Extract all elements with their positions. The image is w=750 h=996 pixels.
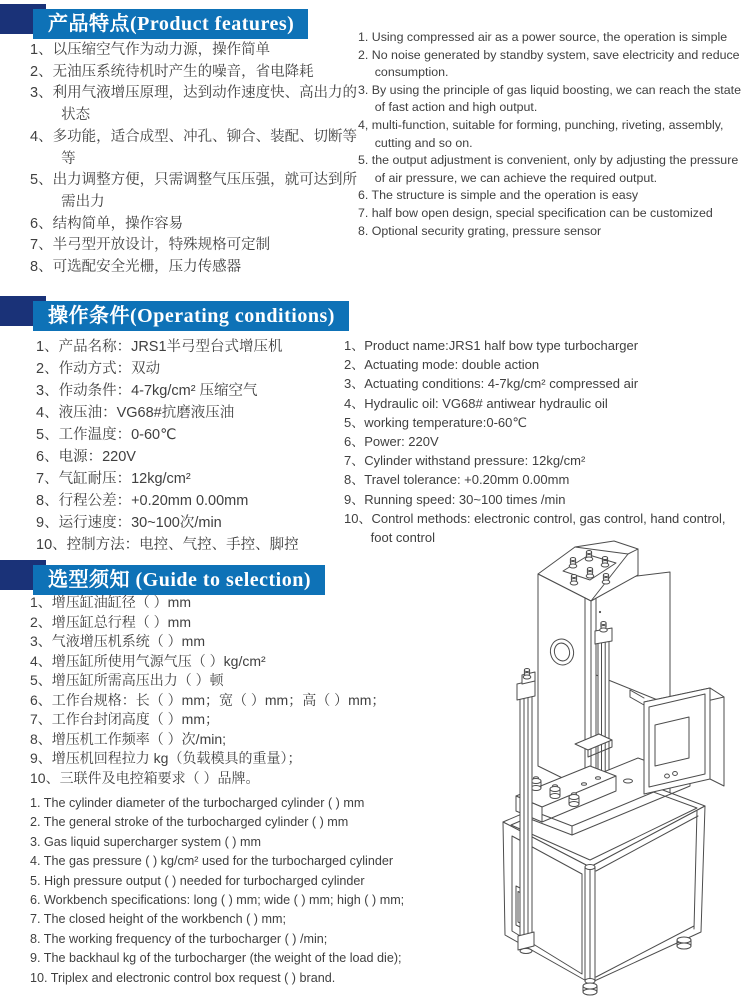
list-item: 3. Gas liquid supercharger system ( ) mm — [30, 834, 261, 849]
list-item: 7、半弓型开放设计，特殊规格可定制 — [30, 237, 271, 254]
list-item: 6. Workbench specifications: long ( ) mm; wide ( ) mm; high ( ) mm; — [30, 893, 405, 908]
list-item: 7、Cylinder withstand pressure: 12kg/cm² — [344, 453, 586, 469]
list-item: 6、Power: 220V — [344, 434, 439, 450]
list-item: 8、行程公差：+0.20mm 0.00mm — [36, 493, 249, 509]
list-item: 5、工作温度：0-60℃ — [36, 427, 177, 443]
section-title-operating-conditions: 操作条件(Operating conditions) — [33, 301, 349, 331]
control-box — [630, 688, 724, 794]
list-item: 3、利用气液增压原理，达到动作速度快、高出力的状态 — [30, 85, 358, 124]
list-item: 6、电源：220V — [36, 449, 136, 465]
list-item: 1. Using compressed air as a power source, the operation is simple — [358, 30, 728, 44]
list-item: 9. The backhaul kg of the turbocharger (the weight of the load die); — [30, 951, 402, 966]
list-item: 4、多功能，适合成型、冲孔、铆合、装配、切断等等 — [30, 128, 358, 167]
list-item: 9、Running speed: 30~100 times /min — [344, 491, 566, 507]
list-item: 10、控制方法：电控、气控、手控、脚控 — [36, 537, 299, 553]
features-list-cn — [30, 40, 368, 279]
section-title-product-features: 产品特点(Product features) — [33, 9, 308, 39]
section-title-guide-to-selection: 选型须知 (Guide to selection) — [33, 565, 325, 595]
list-item: 3. By using the principle of gas liquid boosting, we can reach the state of fast action and high output. — [358, 82, 741, 115]
list-item: 1、以压缩空气作为动力源，操作简单 — [30, 42, 271, 58]
list-item: 1、增压缸油缸径（ ）mm — [30, 594, 191, 610]
list-item: 1、Product name:JRS1 half bow type turbocharger — [344, 338, 639, 353]
list-item: 4、液压油：VG68#抗磨液压油 — [36, 405, 235, 421]
list-item: 3、作动条件：4-7kg/cm² 压缩空气 — [36, 383, 258, 399]
list-item: 9、运行速度：30~100次/min — [36, 515, 222, 531]
features-list-en — [358, 29, 748, 240]
list-item: 7、气缸耐压：12kg/cm² — [36, 471, 191, 487]
selection-list-cn — [30, 593, 482, 788]
list-item: 7. half bow open design, special specification can be customized — [358, 205, 713, 220]
list-item: 7、工作台封闭高度（ ）mm； — [30, 711, 219, 727]
list-item: 10、三联件及电控箱要求（ ）品牌。 — [30, 769, 260, 786]
list-item: 2、Actuating mode: double action — [344, 357, 540, 373]
list-item: 4. The gas pressure ( ) kg/cm² used for the turbocharged cylinder — [30, 854, 394, 869]
list-item: 2、无油压系统待机时产生的噪音，省电降耗 — [30, 63, 314, 80]
guide-post-left — [517, 669, 535, 954]
list-item: 9、增压机回程拉力 kg（负载模具的重量）； — [30, 750, 302, 766]
list-item: 2. No noise generated by standby system, save electricity and reduce consumption. — [358, 47, 740, 80]
list-item: 4、增压缸所使用气源气压（ ）kg/cm² — [30, 652, 266, 669]
control-button — [673, 772, 678, 776]
list-item: 5、working temperature:0-60℃ — [344, 414, 527, 430]
list-item: 2. The general stroke of the turbocharged cylinder ( ) mm — [30, 815, 349, 830]
operating-list-cn — [36, 336, 348, 556]
list-item: 8、Travel tolerance: +0.20mm 0.00mm — [344, 472, 570, 488]
cabinet-foot — [583, 983, 597, 995]
list-item: 6、结构简单，操作容易 — [30, 215, 184, 232]
list-item: 10、Control methods: electronic control, gas control, hand control, foot control — [344, 510, 726, 546]
press-column — [538, 574, 591, 792]
list-item: 5、出力调整方便，只需调整气压压强，就可达到所需出力 — [30, 172, 358, 210]
list-item: 6、工作台规格：长（ ）mm；宽（ ）mm；高（ ）mm； — [30, 691, 386, 708]
list-item: 5、增压缸所需高压出力（ ）顿 — [30, 672, 224, 688]
list-item: 1. The cylinder diameter of the turbocharged cylinder ( ) mm — [30, 796, 365, 810]
control-screen — [655, 717, 689, 766]
list-item: 2、增压缸总行程（ ）mm — [30, 613, 191, 630]
control-button — [665, 774, 670, 778]
list-item: 3、气液增压机系统（ ）mm — [30, 633, 205, 649]
list-item: 8、可选配安全光栅，压力传感器 — [30, 259, 242, 276]
list-item: 4、Hydraulic oil: VG68# antiwear hydraulic oil — [344, 395, 608, 411]
list-item: 2、作动方式：双动 — [36, 361, 161, 377]
list-item: 8. The working frequency of the turbocharger ( ) /min; — [30, 931, 328, 946]
list-item: 5. the output adjustment is convenient, only by adjusting the pressure of air pressure, we can achieve the required output. — [358, 153, 739, 185]
list-item: 4, multi-function, suitable for forming, punching, riveting, assembly, cutting and so on. — [358, 117, 724, 150]
list-item: 5. High pressure output ( ) needed for turbocharged cylinder — [30, 873, 365, 888]
list-item: 1、产品名称：JRS1半弓型台式增压机 — [36, 339, 283, 355]
cabinet-foot — [677, 937, 691, 949]
list-item: 3、Actuating conditions: 4-7kg/cm² compressed air — [344, 376, 639, 392]
operating-list-en — [344, 336, 748, 547]
list-item: 8. Optional security grating, pressure sensor — [358, 223, 602, 238]
list-item: 7. The closed height of the workbench ( ) mm; — [30, 912, 286, 927]
list-item: 10. Triplex and electronic control box request ( ) brand. — [30, 970, 336, 985]
machine-line-drawing-icon — [478, 534, 750, 996]
list-item: 8、增压机工作频率（ ）次/min; — [30, 730, 227, 747]
selection-list-en — [30, 794, 500, 988]
list-item: 6. The structure is simple and the operation is easy — [358, 188, 639, 203]
